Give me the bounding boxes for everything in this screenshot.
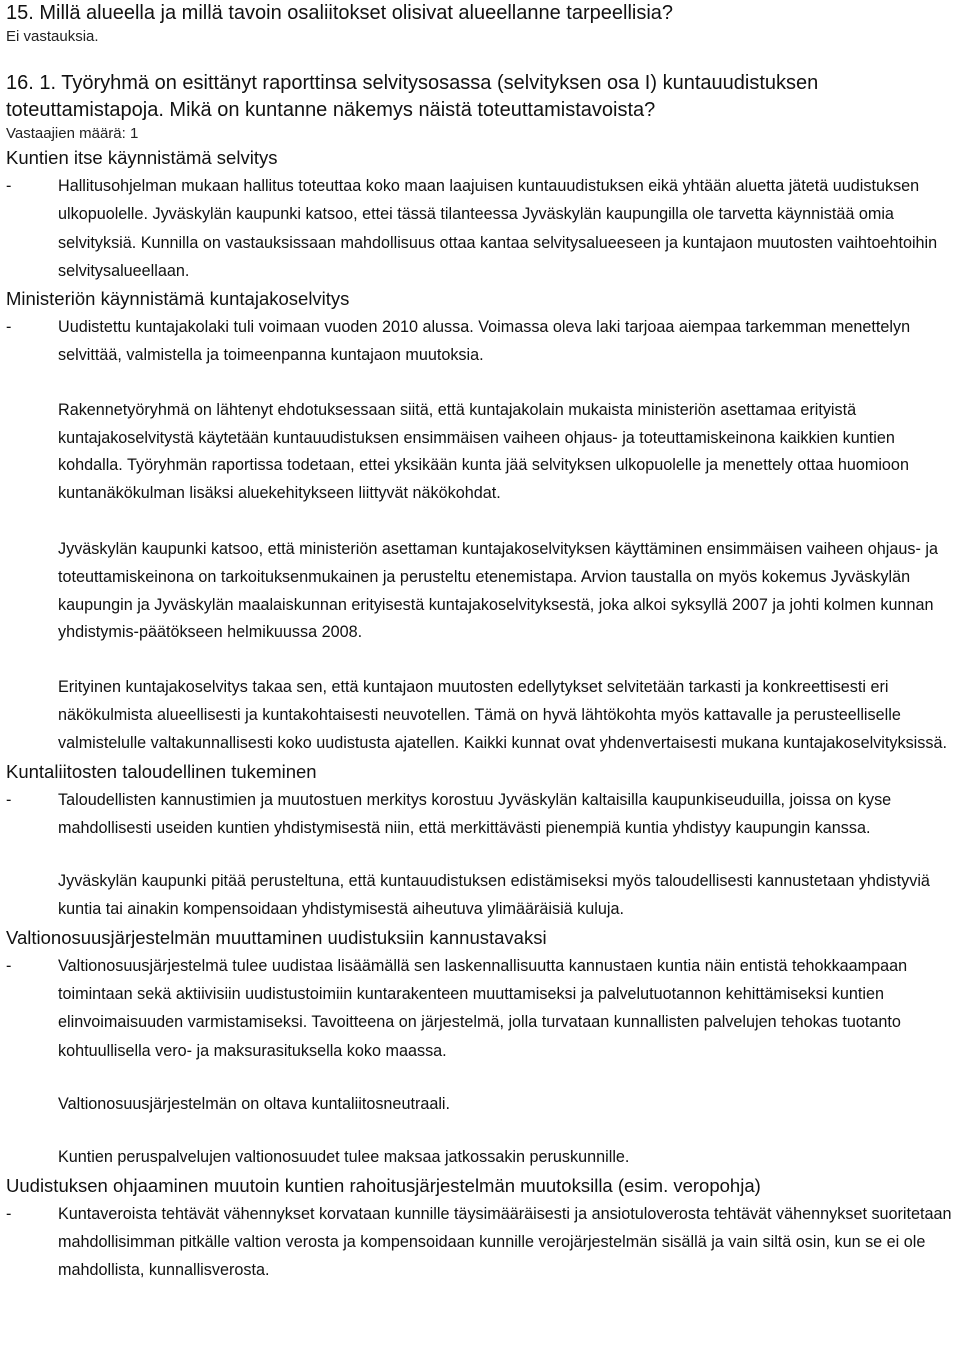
bullet-item <box>6 786 956 843</box>
bullet-item <box>6 1200 956 1285</box>
bullet-item <box>6 172 956 285</box>
question-15-answer: Ei vastauksia. <box>6 28 99 45</box>
respondent-count: Vastaajien määrä: 1 <box>6 125 139 142</box>
survey-report-page <box>6 0 956 1284</box>
bullet-item <box>6 313 956 370</box>
bullet-text: Kuntaveroista tehtävät vähennykset korvataan kunnille täysimääräisesti ja ansiotuloverosta tehtävät vähennykset suoritetaan mahdollisimman pitkälle valtion verosta ja kompensoidaan kunnille verojärjestelmän sisällä ja vain siltä osin, kun se ei ole mahdollista, kunnallisverosta. <box>58 1204 952 1280</box>
bullet-dash: - <box>6 956 12 975</box>
paragraph: Valtionosuusjärjestelmän on oltava kuntaliitosneutraali. <box>58 1094 451 1113</box>
bullet-dash: - <box>6 318 12 337</box>
paragraph: Erityinen kuntajakoselvitys takaa sen, että kuntajaon muutosten edellytykset selvitetään tarkasti ja konkreettisesti eri näkökulmista alueellisesti ja kuntakohtaisesti neuvotellen. Tämä on hyvä lähtökohta myös kattavalle ja perusteelliselle valmistelulle valtakunnallisesti koko uudistusta ajatellen. Kaikki kunnat ovat yhdenvertaisesti mukana kuntajakoselvityksissä. <box>58 678 947 752</box>
bullet-dash: - <box>6 1204 12 1223</box>
section-heading: Ministeriön käynnistämä kuntajakoselvitys <box>6 288 350 310</box>
bullet-dash: - <box>6 177 12 195</box>
bullet-dash: - <box>6 790 12 809</box>
section-heading: Kuntaliitosten taloudellinen tukeminen <box>6 760 317 782</box>
section-heading: Kuntien itse käynnistämä selvitys <box>6 147 278 168</box>
section-state-subsidy <box>6 924 956 1172</box>
section-municipal-study <box>6 144 956 285</box>
section-ministry-study <box>6 285 956 757</box>
bullet-text: Taloudellisten kannustimien ja muutostuen merkitys korostuu Jyväskylän kaltaisilla kaupunkiseuduilla, joissa on kyse mahdollisesti useiden kuntien yhdistymisestä niin, että merkittävästi pienempiä kuntia yhdistyy kaupungin kanssa. <box>58 790 892 837</box>
paragraph: Kuntien peruspalvelujen valtionosuudet tulee maksaa jatkossakin peruskunnille. <box>58 1147 630 1166</box>
bullet-text: Uudistettu kuntajakolaki tuli voimaan vuoden 2010 alussa. Voimassa oleva laki tarjoaa aiempaa tarkemman menettelyn selvittää, valmistella ja toimeenpanna kuntajaon muutoksia. <box>58 318 911 365</box>
section-heading: Valtionosuusjärjestelmän muuttaminen uudistuksiin kannustavaksi <box>6 926 547 948</box>
paragraph: Jyväskylän kaupunki katsoo, että ministeriön asettaman kuntajakoselvityksen käyttäminen ensimmäisen vaiheen ohjaus- ja toteuttamiskeinona on tarkoituksenmukainen ja perusteltu etenemistapa. Arvion taustalla on myös kokemus Jyväskylän kaupungin ja Jyväskylän maalaiskunnan erityisestä kuntajakoselvityksestä, joka alkoi syksyllä 2007 ja johti kolmen kunnan yhdistymis-päätökseen helmikuussa 2008. <box>58 539 938 642</box>
section-heading: Uudistuksen ohjaaminen muutoin kuntien rahoitusjärjestelmän muutoksilla (esim. veropohja) <box>6 1174 761 1196</box>
bullet-text: Hallitusohjelman mukaan hallitus toteuttaa koko maan laajuisen kuntauudistuksen eikä yhtään aluetta jätetä uudistuksen ulkopuolelle. Jyväskylän kaupunki katsoo, ettei tässä tilanteessa Jyväskylän kaupungilla ole tarvetta käynnistää omia selvityksiä. Kunnilla on vastauksissaan mahdollisuus ottaa kantaa selvitysalueeseen ja kuntajaon muutosten vaihtoehtoihin selvitysalueellaan. <box>58 177 938 280</box>
question-16-title: 16. 1. Työryhmä on esittänyt raporttinsa selvitysosassa (selvityksen osa I) kuntauudistuksen toteuttamistapoja. Mikä on kuntanne näkemys näistä toteuttamistavoista? <box>6 72 819 121</box>
bullet-text: Valtionosuusjärjestelmä tulee uudistaa lisäämällä sen laskennallisuutta kannustaen kuntia näin entistä tehokkaampaan toimintaan sekä aktiivisiin uudistustoimiin kuntarakenteen muuttamiseksi ja palvelutuotannon kehittämiseksi kuntien elinvoimaisuuden varmistamiseksi. Tavoitteena on järjestelmä, jolla turvataan kunnallisten palvelujen tehokas tuotanto kohtuullisella vero- ja maksurasituksella koko maassa. <box>58 956 908 1060</box>
paragraph: Jyväskylän kaupunki pitää perusteltuna, että kuntauudistuksen edistämiseksi myös taloudellisesti kannustetaan yhdistyviä kuntia tai ainakin kompensoidaan yhdistymisestä aiheutuva ylimääräisiä kuluja. <box>58 872 930 918</box>
paragraph: Rakennetyöryhmä on lähtenyt ehdotuksessaan siitä, että kuntajakolain mukaista ministeriön asettamaa erityistä kuntajakoselvitystä käytetään kuntauudistuksen ensimmäisen vaiheen ohjaus- ja toteuttamiskeinona kaikkien kuntien kohdalla. Työryhmän raportissa todetaan, ettei yksikään kunta jää selvityksen ulkopuolelle ja menettely ottaa huomioon kuntanäkökulman lisäksi aluekehitykseen liittyvät näkökohdat. <box>58 400 909 503</box>
question-15-title: 15. Millä alueella ja millä tavoin osaliitokset olisivat alueellanne tarpeellisia? <box>6 2 674 24</box>
section-financing-system <box>6 1172 956 1285</box>
section-financial-support <box>6 758 956 924</box>
bullet-item <box>6 952 956 1065</box>
